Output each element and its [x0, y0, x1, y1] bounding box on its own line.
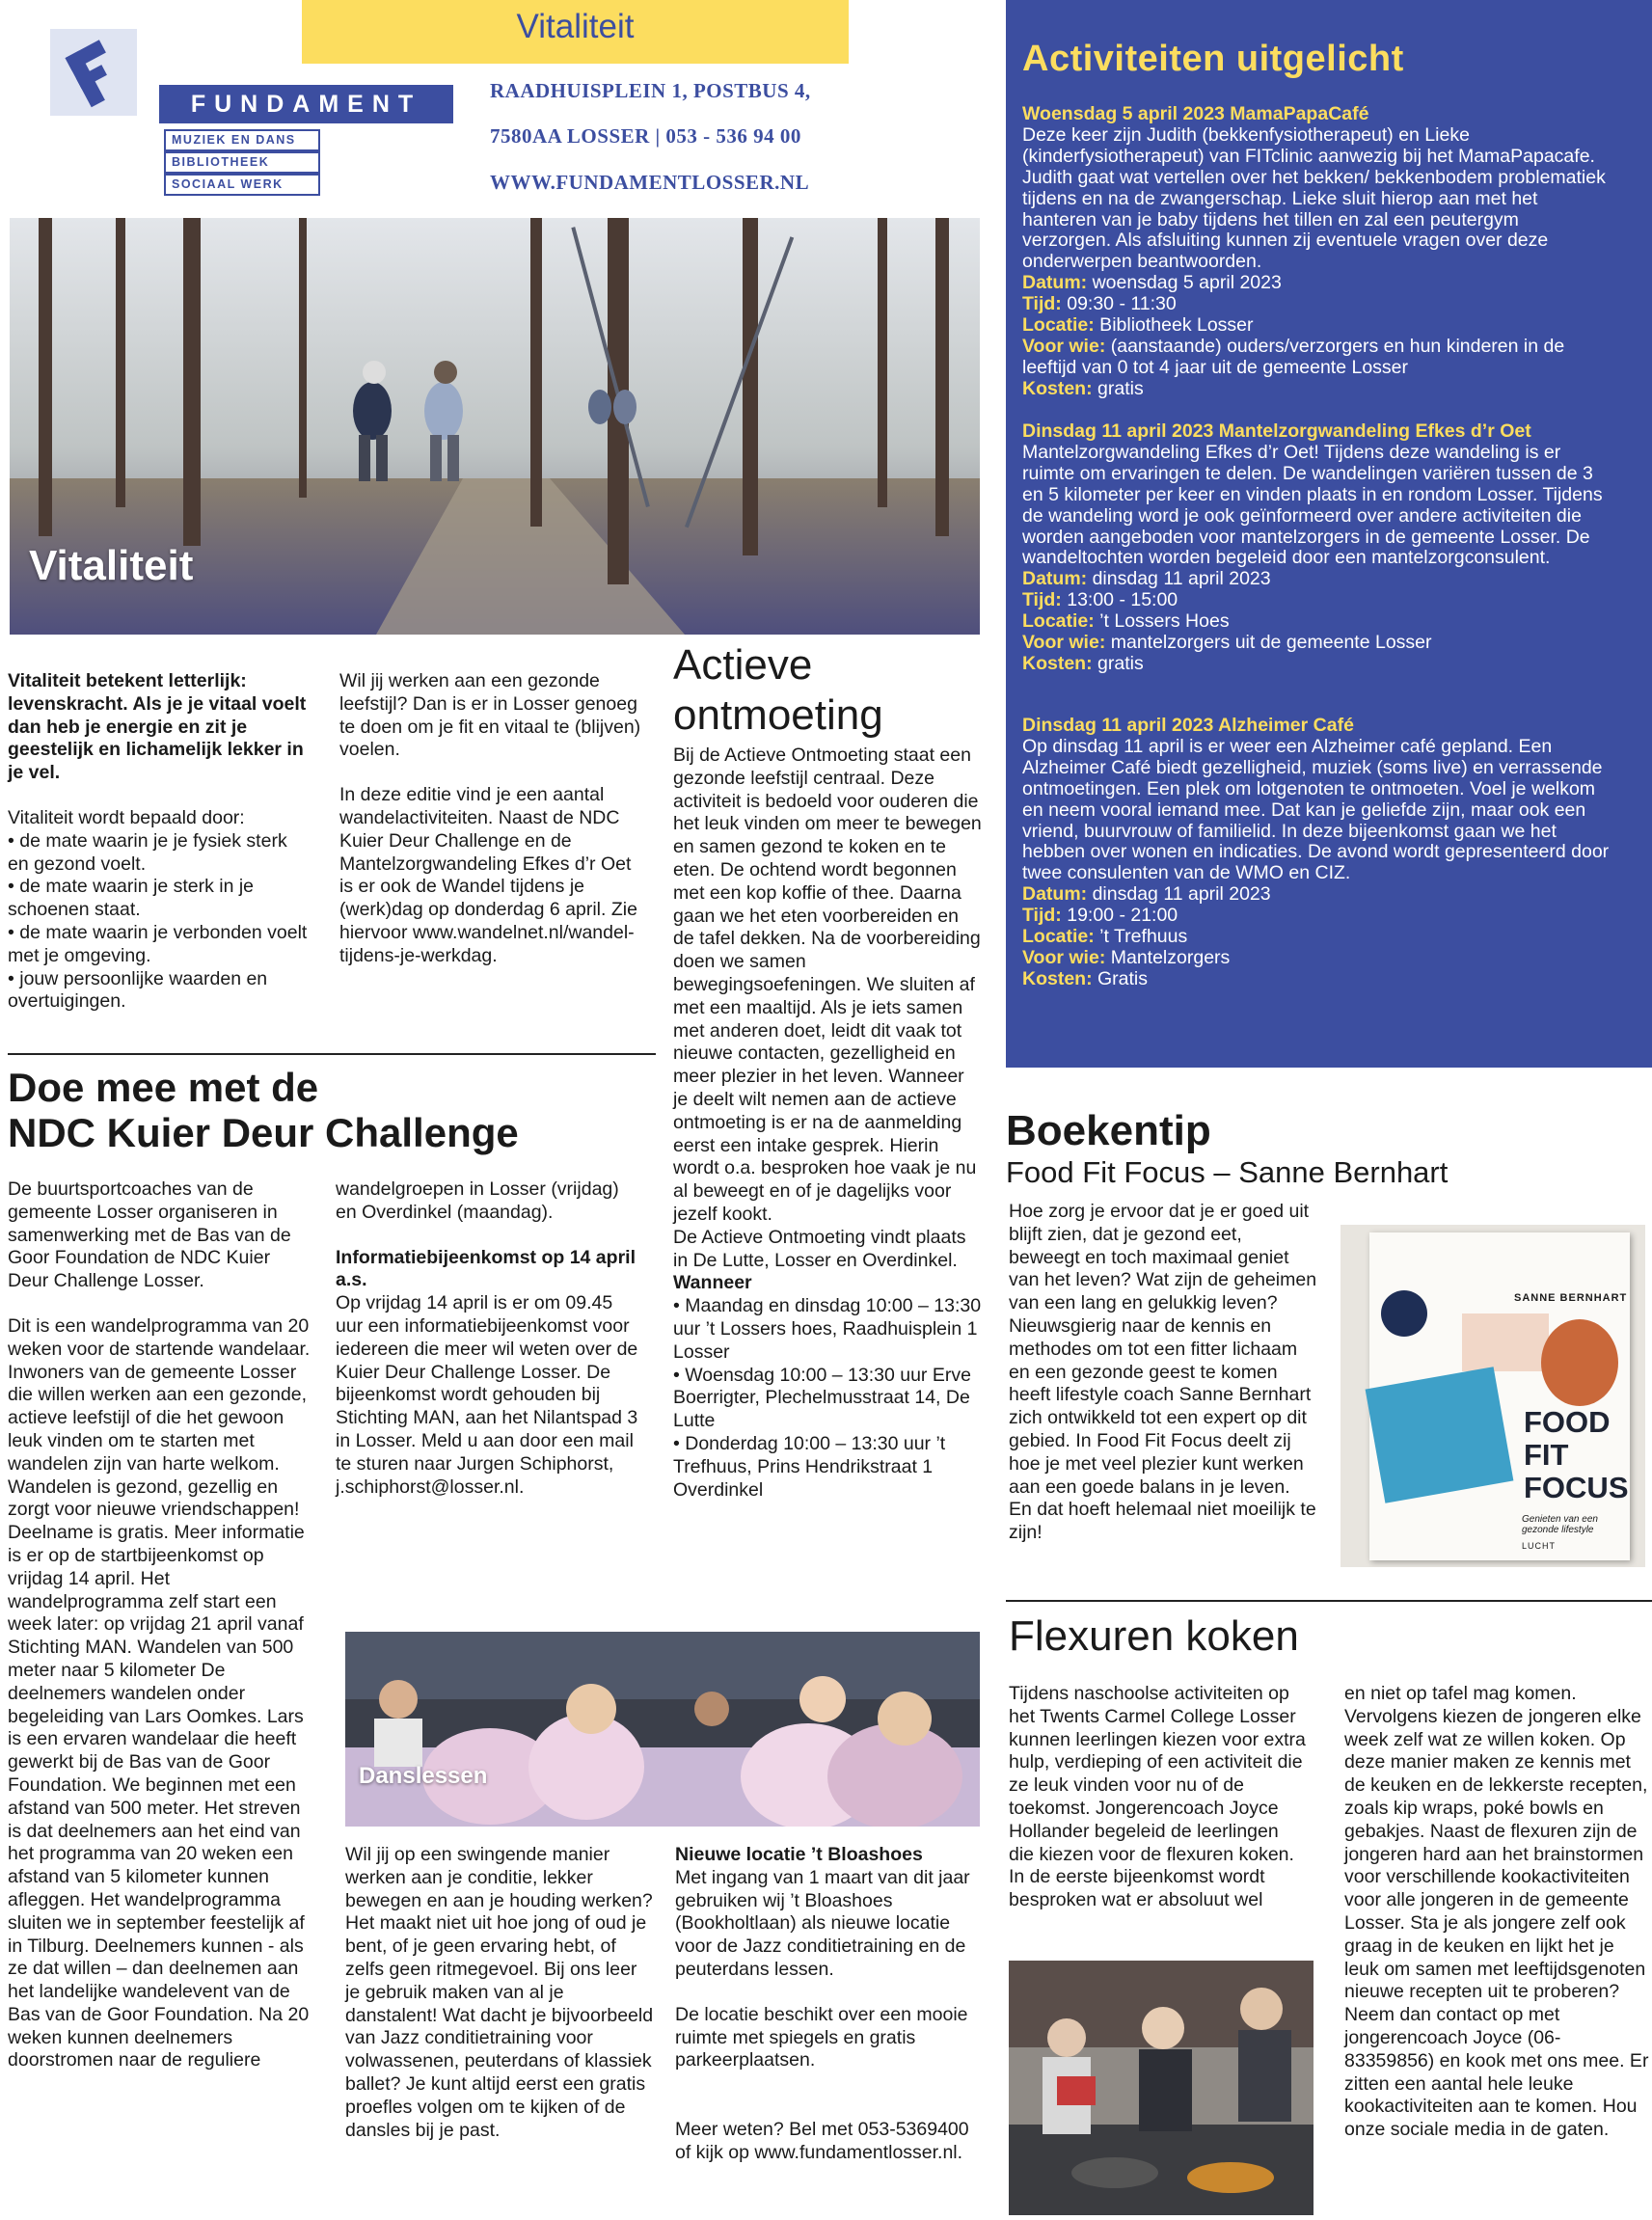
event-heading: Woensdag 5 april 2023 MamaPapaCafé: [1022, 103, 1369, 124]
actieve-p2: De Actieve Ontmoeting vindt plaats in De Lutte, Losser en Overdinkel.: [673, 1226, 966, 1271]
brand-tag-library: BIBLIOTHEEK: [164, 151, 320, 174]
event-detail: Datum: woensdag 5 april 2023: [1022, 272, 1282, 294]
event-detail: Kosten: Gratis: [1022, 967, 1149, 989]
vitaliteit-intro: Vitaliteit betekent letterlijk: levenskracht. Als je je vitaal voelt dan heb je energie en zit je geestelijk en lichamelijk lekker in je vel.: [8, 670, 307, 784]
cooking-photo: [1009, 1961, 1313, 2215]
ndc-title-l2: NDC Kuier Deur Challenge: [8, 1110, 519, 1155]
event-detail: Voor wie: (aanstaande) ouders/verzorgers en hun kinderen in de leeftijd van 0 tot 4 jaar uit de gemeente Losser: [1022, 335, 1565, 378]
fundament-f-icon: [50, 29, 137, 116]
section-divider: [1006, 1600, 1652, 1602]
website-link[interactable]: WWW.FUNDAMENTLOSSER.NL: [490, 171, 810, 194]
dance-col-2: [675, 1844, 980, 2187]
book-publisher: LUCHT: [1522, 1541, 1557, 1551]
event-detail: Tijd: 19:00 - 21:00: [1022, 905, 1178, 927]
section-title: Vitaliteit: [516, 8, 635, 45]
address-line-2: 7580AA LOSSER | 053 - 536 94 00: [490, 124, 801, 148]
brand-tag-social: SOCIAAL WERK: [164, 174, 320, 196]
ndc-col2-p2: Op vrijdag 14 april is er om 09.45 uur een informatiebijeenkomst voor iedereen die meer wil weten over de Kuier Deur Challenge Losser. De bijeenkomst wordt gehouden bij Stichting MAN, aan het Nilantspad 3 in Losser. Meld u aan door een mail te sturen naar Jurgen Schiphorst, j.schiphorst@losser.nl.: [336, 1292, 638, 1498]
book-badge: [1381, 1290, 1427, 1337]
actieve-title: [673, 640, 883, 741]
dance-col-1: Wil jij op een swingende manier werken aan je conditie, lekker bewegen en aan je houding werken? Het maakt niet uit hoe jong of oud je bent, of je geen ervaring hebt, of zelfs geen ritmegevoel. Bij ons leer je gebruik maken van al je danstalent! Wat dacht je bijvoorbeeld van Jazz conditietraining voor volwassenen, peuterdans of klassiek ballet? Je kunt altijd eerst een gratis proefles volgen om te kijken of de dansles bij je past.: [345, 1844, 654, 2141]
ndc-col-2: [336, 1178, 642, 1499]
dance-col2-p1: Met ingang van 1 maart van dit jaar gebruiken wij ’t Bloashoes (Bookholtlaan) als nieuwe locatie voor de Jazz conditietraining en de peuterdans lessen.: [675, 1866, 970, 1980]
boekentip-title: Boekentip: [1006, 1107, 1211, 1154]
sidebar-title: Activiteiten uitgelicht: [1022, 39, 1404, 79]
event-detail: Locatie: ’t Trefhuus: [1022, 926, 1188, 948]
flexuren-title: Flexuren koken: [1009, 1612, 1299, 1660]
vitaliteit-col-1: [8, 670, 309, 1014]
ndc-col-1: [8, 1178, 314, 2072]
event-detail: Datum: dinsdag 11 april 2023: [1022, 568, 1271, 590]
event-detail: Voor wie: mantelzorgers uit de gemeente Losser: [1022, 632, 1432, 654]
boekentip-body: Hoe zorg je ervoor dat je er goed uit blijft zien, dat je gezond eet, beweegt en toch maximaal geniet van het leven? Wat zijn de geheimen van een lang en gelukkig leven? Nieuwsgierig naar de kennis en methodes om tot een fitter lichaam en een gezonde geest te komen heeft lifestyle coach Sanne Bernhart zich ontwikkeld tot een expert op dit gebied. In Food Fit Focus deelt zij hoe je met veel plezier kunt werken aan een goede balans in je leven. En dat hoeft helemaal niet moeilijk te zijn!: [1009, 1201, 1317, 1544]
event-detail: Datum: dinsdag 11 april 2023: [1022, 883, 1271, 906]
event-body: Op dinsdag 11 april is er weer een Alzheimer café gepland. Een Alzheimer Café biedt gezelligheid, muziek (soms live) en verrassende ontmoetingen. Een plek om lotgenoten te ontmoeten. Voel je welkom en neem vooral iemand mee. Dat kan je geliefde zijn, maar ook een vriend, buurvrouw of familielid. In deze bijeenkomst gaan we het hebben over wonen en indicaties. De avond wordt gepresenteerd door twee consulenten van de WMO en CIZ.: [1022, 735, 1610, 884]
dance-col2-p2: De locatie beschikt over een mooie ruimte met spiegels en gratis parkeerplaatsen.: [675, 2003, 968, 2071]
ndc-info-heading: Informatiebijeenkomst op 14 april a.s.: [336, 1246, 636, 1291]
event-heading: Dinsdag 11 april 2023 Mantelzorgwandeling Efkes d’r Oet: [1022, 420, 1531, 442]
dance-caption: Danslessen: [359, 1763, 488, 1789]
event-detail: Locatie: ’t Lossers Hoes: [1022, 610, 1230, 633]
book-cover: [1369, 1232, 1630, 1560]
ndc-title: [8, 1065, 519, 1155]
event-alzheimer-cafe: [1022, 716, 1612, 990]
dance-col2-p3: Meer weten? Bel met 053-5369400 of kijk op www.fundamentlosser.nl.: [675, 2119, 969, 2163]
ndc-col1-p2: Dit is een wandelprogramma van 20 weken voor de startende wandelaar. Inwoners van de gemeente Losser die willen werken aan een gezonde, actieve leefstijl of die het gewoon leuk vinden om te starten met wandelen zijn van harte welkom. Wandelen is gezond, gezellig en zorgt voor nieuwe vriendschappen! Deelname is gratis. Meer informatie is er op de startbijeenkomst op vrijdag 14 april. Het wandelprogramma zelf start een week later: op vrijdag 21 april vanaf Stichting MAN. Wandelen van 500 meter naar 5 kilometer De deelnemers wandelen onder begeleiding van Lars Oomkes. Lars is een ervaren wandelaar die heeft gewerkt bij de Bas van de Goor Foundation. We beginnen met een afstand van 500 meter. Het streven is dat deelnemers aan het eind van het programma van 20 weken een afstand van 5 kilometer kunnen afleggen. Het wandelprogramma sluiten we in september feestelijk af in Tilburg. Deelnemers kunnen - als ze dat willen – dan deelnemen aan het landelijke wandelevent van de Bas van de Goor Foundation. Na 20 weken kunnen deelnemers doorstromen naar de reguliere: [8, 1314, 311, 2071]
actieve-title-l1: Actieve: [673, 641, 813, 689]
event-detail: Kosten: gratis: [1022, 377, 1144, 399]
ndc-col1-p1: De buurtsportcoaches van de gemeente Losser organiseren in samenwerking met de Bas van de Goor Foundation de NDC Kuier Deur Challenge Losser.: [8, 1178, 291, 1292]
actieve-body: [673, 745, 984, 1502]
book-yoga-image: [1462, 1313, 1549, 1371]
vitaliteit-col2-p1: Wil jij werken aan een gezonde leefstijl? Dan is er in Losser genoeg te doen om je fit en vitaal te (blijven) voelen.: [339, 670, 641, 761]
vitaliteit-bullet: • de mate waarin je sterk in je schoenen staat.: [8, 876, 255, 921]
event-body: Mantelzorgwandeling Efkes d’r Oet! Tijdens deze wandeling is er ruimte om ervaringen te delen. De wandelingen variëren tussen de 3 en 5 kilometer per keer en vinden plaats in en rondom Losser. Tijdens de wandeling word je ook geïnformeerd over andere activiteiten die worden aangeboden voor mantelzorgers in de gemeente Losser. De wandeltochten worden begeleid door een mantelzorgconsulent.: [1022, 441, 1603, 569]
book-cover-title: FOOD FIT FOCUS: [1524, 1405, 1629, 1504]
book-food-image: [1366, 1367, 1514, 1503]
brand-name: FUNDAMENT: [159, 85, 453, 123]
section-divider: [8, 1053, 656, 1055]
dance-photo: [345, 1632, 980, 1827]
actieve-when-item: • Donderdag 10:00 – 13:30 uur ’t Trefhuus, Prins Hendrikstraat 1 Overdinkel: [673, 1432, 946, 1501]
actieve-when-label: Wanneer: [673, 1272, 752, 1294]
event-mamapapacafe: [1022, 104, 1612, 400]
event-body: Deze keer zijn Judith (bekkenfysiotherapeut) en Lieke (kinderfysiotherapeut) van FITclinic aanwezig bij het MamaPapacafe. Judith gaat wat vertellen over het bekken/ bekkenbodem problematiek tijdens en na de zwangerschap. Lieke sluit hierop aan met het hanteren van je baby tijdens het tillen en zal een peutergym verzorgen. Als afsluiting kunnen zij eventuele vragen over deze onderwerpen beantwoorden.: [1022, 123, 1606, 273]
event-detail: Locatie: Bibliotheek Losser: [1022, 314, 1254, 337]
actieve-p1: Bij de Actieve Ontmoeting staat een gezonde leefstijl centraal. Deze activiteit is bedoeld voor ouderen die het leuk vinden om meer te bewegen en samen gezond te koken en te eten. De ochtend wordt begonnen met een kop koffie of thee. Daarna gaan we het eten voorbereiden en de tafel dekken. Na de voorbereiding doen we samen bewegingsoefeningen. We sluiten af met een maaltijd. Als je iets samen met anderen doet, leidt dit vaak tot nieuwe contacten, gezelligheid en meer plezier in het leven. Wanneer je deelt wilt nemen aan de actieve ontmoeting is er na de aanmelding eerst een intake gesprek. Hierin wordt o.a. besproken hoe vaak je nu al beweegt en of je dagelijks voor jezelf kookt.: [673, 745, 982, 1225]
actieve-when-item: • Woensdag 10:00 – 13:30 uur Erve Boerrigter, Plechelmusstraat 14, De Lutte: [673, 1364, 971, 1432]
vitaliteit-bullet: • de mate waarin je je fysiek sterk en gezond voelt.: [8, 829, 287, 875]
event-detail: Tijd: 09:30 - 11:30: [1022, 293, 1177, 315]
vitaliteit-col-2: [339, 670, 648, 990]
book-burger-image: [1541, 1319, 1618, 1406]
book-cover-photo: [1341, 1225, 1645, 1567]
ndc-col2-p1: wandelgroepen in Losser (vrijdag) en Overdinkel (maandag).: [336, 1178, 619, 1223]
event-heading: Dinsdag 11 april 2023 Alzheimer Café: [1022, 715, 1354, 736]
book-cover-subtitle: Genieten van een gezonde lifestyle: [1522, 1514, 1598, 1535]
book-author: SANNE BERNHART: [1514, 1292, 1628, 1304]
event-mantelzorgwandeling: [1022, 421, 1612, 675]
vitaliteit-bullet: • de mate waarin je verbonden voelt met je omgeving.: [8, 921, 308, 966]
vitaliteit-determined-by: Vitaliteit wordt bepaald door:: [8, 806, 245, 828]
event-detail: Kosten: gratis: [1022, 652, 1144, 674]
event-detail: Tijd: 13:00 - 15:00: [1022, 589, 1178, 611]
flexuren-col-1: Tijdens naschoolse activiteiten op het Twents Carmel College Losser kunnen leerlingen kiezen voor extra hulp, verdieping of een activiteit die ze leuk vinden voor nu of de toekomst. Jongerencoach Joyce Hollander begeleid de leerlingen die kiezen voor de flexuren koken. In de eerste bijeenkomst wordt besproken wat er absoluut wel: [1009, 1683, 1306, 1911]
hero-caption: Vitaliteit: [29, 542, 194, 589]
actieve-when-item: • Maandag en dinsdag 10:00 – 13:30 uur ’t Lossers hoes, Raadhuisplein 1 Losser: [673, 1295, 982, 1363]
boekentip-subtitle: Food Fit Focus – Sanne Bernhart: [1006, 1155, 1449, 1189]
ndc-title-l1: Doe mee met de: [8, 1065, 319, 1110]
brand-tag-music: MUZIEK EN DANS: [164, 129, 320, 151]
event-detail: Voor wie: Mantelzorgers: [1022, 946, 1231, 968]
dance-location-heading: Nieuwe locatie ’t Bloashoes: [675, 1844, 923, 1865]
actieve-title-l2: ontmoeting: [673, 691, 883, 739]
vitaliteit-col2-p2: In deze editie vind je een aantal wandelactiviteiten. Naast de NDC Kuier Deur Challenge en de Mantelzorgwandeling Efkes d’r Oet is er ook de Wandel tijdens je (werk)dag op donderdag 6 april. Zie hiervoor www.wandelnet.nl/wandel-tijdens-je-werkdag.: [339, 784, 637, 966]
vitaliteit-bullet: • jouw persoonlijke waarden en overtuigingen.: [8, 967, 268, 1013]
address-line-1: RAADHUISPLEIN 1, POSTBUS 4,: [490, 79, 811, 102]
fundament-logo: [50, 29, 137, 116]
flexuren-col-2: en niet op tafel mag komen. Vervolgens kiezen de jongeren elke week zelf wat ze willen koken. Op deze manier maken ze kennis met de keuken en de lekkerste recepten, zoals kip wraps, poké bowls en gebakjes. Naast de flexuren zijn de jongeren hard aan het brainstormen voor verschillende kookactiviteiten voor alle jongeren in de gemeente Losser. Sta je als jongere zelf ook graag in de keuken en lijkt het je leuk om samen met leeftijdsgenoten nieuwe recepten uit te proberen? Neem dan contact op met jongerencoach Joyce (06-83359856) en kook met ons mee. Er zitten een aantal hele leuke kookactiviteiten aan te komen. Hou onze sociale media in de gaten.: [1344, 1683, 1649, 2141]
